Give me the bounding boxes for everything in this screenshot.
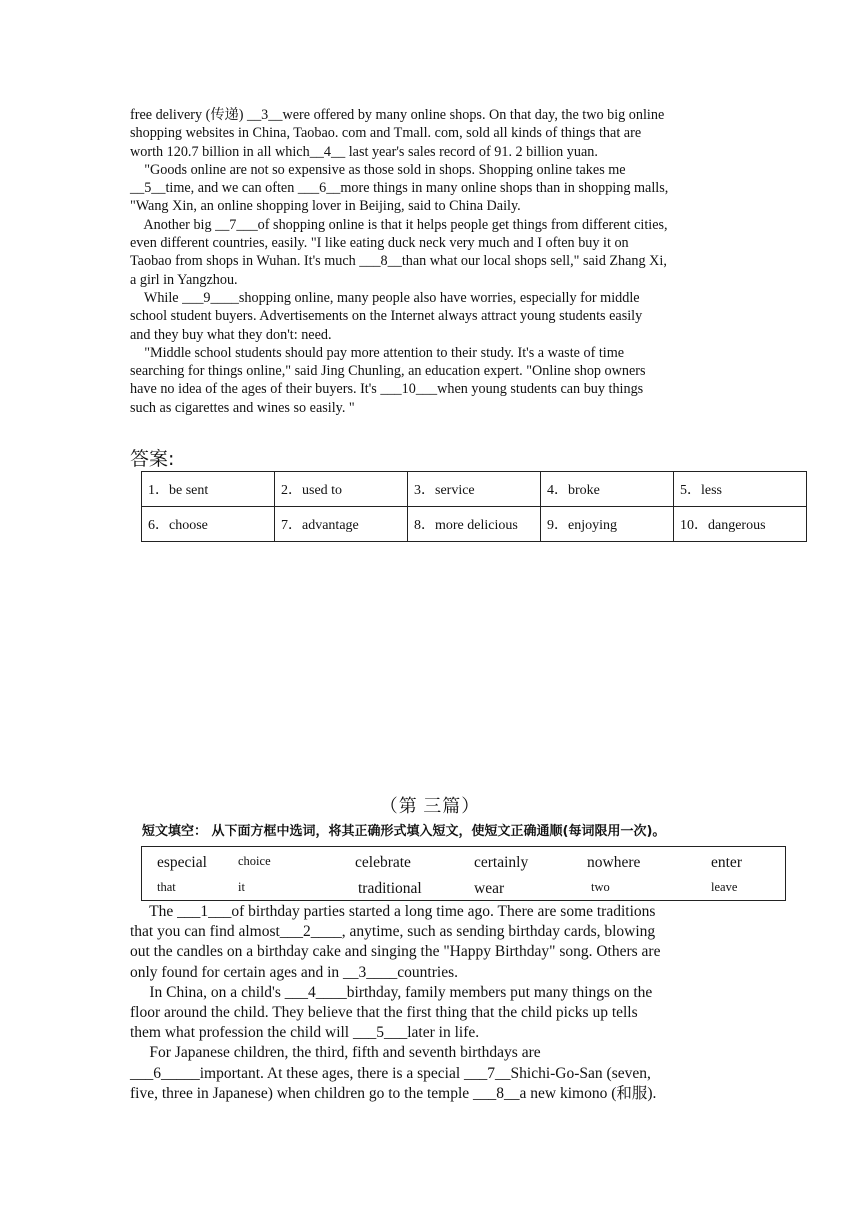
passage-line: free delivery (传递) __3__were offered by many online shops. On that day, the two big online	[130, 107, 665, 123]
word-box	[141, 846, 786, 901]
word-option: enter	[711, 854, 742, 871]
answer-cell: 5．less	[674, 472, 807, 507]
passage-line: Another big __7___of shopping online is that it helps people get things from different cities,	[130, 216, 668, 233]
passage-line: The ___1___of birthday parties started a long time ago. There are some traditions	[130, 903, 656, 920]
word-option: that	[157, 880, 176, 894]
passage-line: have no idea of the ages of their buyers. It's ___10___when young students can buy things	[130, 381, 644, 398]
word-option: traditional	[358, 880, 422, 897]
word-option: celebrate	[355, 854, 411, 871]
answer-table	[141, 471, 807, 542]
passage-line: and they buy what they don't: need.	[130, 326, 332, 343]
passage-line: such as cigarettes and wines so easily. "	[130, 399, 355, 416]
passage-line: ___6_____important. At these ages, there is a special ___7__Shichi-Go-San (seven,	[130, 1064, 651, 1082]
word-option: leave	[711, 880, 738, 894]
passage-line: For Japanese children, the third, fifth and seventh birthdays are	[130, 1044, 541, 1062]
passage-line: __5__time, and we can often ___6__more things in many online shops than in shopping malls,	[130, 180, 669, 197]
answer-cell: 8．more delicious	[408, 507, 541, 542]
passage-3-text	[130, 902, 750, 1104]
word-option: wear	[474, 880, 505, 897]
answer-cell: 2．used to	[275, 472, 408, 507]
passage-line: worth 120.7 billion in all which__4__ last year's sales record of 91. 2 billion yuan.	[130, 143, 598, 160]
word-option: it	[238, 880, 245, 894]
passage-line: floor around the child. They believe that the first thing that the child picks up tells	[130, 1003, 638, 1021]
passage-line: Taobao from shops in Wuhan. It's much ___8__than what our local shops sell," said Zhang Xi,	[130, 253, 667, 270]
answer-cell: 4．broke	[541, 472, 674, 507]
passage-line: five, three in Japanese) when children go to the temple ___8__a new kimono (和服).	[130, 1084, 657, 1102]
word-option: choice	[238, 854, 271, 868]
answer-cell: 1．be sent	[142, 472, 275, 507]
passage-line: "Middle school students should pay more attention to their study. It's a waste of time	[130, 344, 625, 361]
section-3-title: （第 三篇）	[379, 796, 481, 816]
passage-line: that you can find almost___2____, anytime, such as sending birthday cards, blowing	[130, 923, 656, 941]
passage-2-text	[130, 106, 740, 417]
passage-line: a girl in Yangzhou.	[130, 271, 238, 288]
table-row	[142, 507, 807, 542]
passage-line: even different countries, easily. "I like eating duck neck very much and I often buy it on	[130, 235, 629, 252]
answer-heading: 答案:	[130, 448, 175, 470]
passage-line: "Goods online are not so expensive as those sold in shops. Shopping online takes me	[130, 161, 626, 178]
passage-line: school student buyers. Advertisements on the Internet always attract young students easily	[130, 308, 643, 325]
answer-cell: 9．enjoying	[541, 507, 674, 542]
section-3-instruction: 短文填空： 从下面方框中选词，将其正确形式填入短文，使短文正确通顺(每词限用一次)。	[142, 824, 666, 839]
passage-line: searching for things online," said Jing Chunling, an education expert. "Online shop owners	[130, 363, 646, 380]
passage-line: "Wang Xin, an online shopping lover in Beijing, said to China Daily.	[130, 198, 521, 215]
answer-cell: 6．choose	[142, 507, 275, 542]
passage-line: out the candles on a birthday cake and singing the "Happy Birthday" song. Others are	[130, 943, 661, 961]
passage-line: shopping websites in China, Taobao. com and Tmall. com, sold all kinds of things that are	[130, 125, 642, 142]
word-option: two	[591, 880, 610, 894]
answer-cell: 7．advantage	[275, 507, 408, 542]
answer-cell: 3．service	[408, 472, 541, 507]
word-option: nowhere	[587, 854, 641, 871]
passage-line: In China, on a child's ___4____birthday, family members put many things on the	[130, 983, 653, 1001]
word-option: certainly	[474, 854, 529, 871]
passage-line: While ___9____shopping online, many people also have worries, especially for middle	[130, 289, 640, 306]
answer-cell: 10．dangerous	[674, 507, 807, 542]
word-option: especial	[157, 854, 207, 871]
table-row	[142, 472, 807, 507]
passage-line: them what profession the child will ___5___later in life.	[130, 1024, 480, 1042]
passage-line: only found for certain ages and in __3____countries.	[130, 963, 458, 981]
